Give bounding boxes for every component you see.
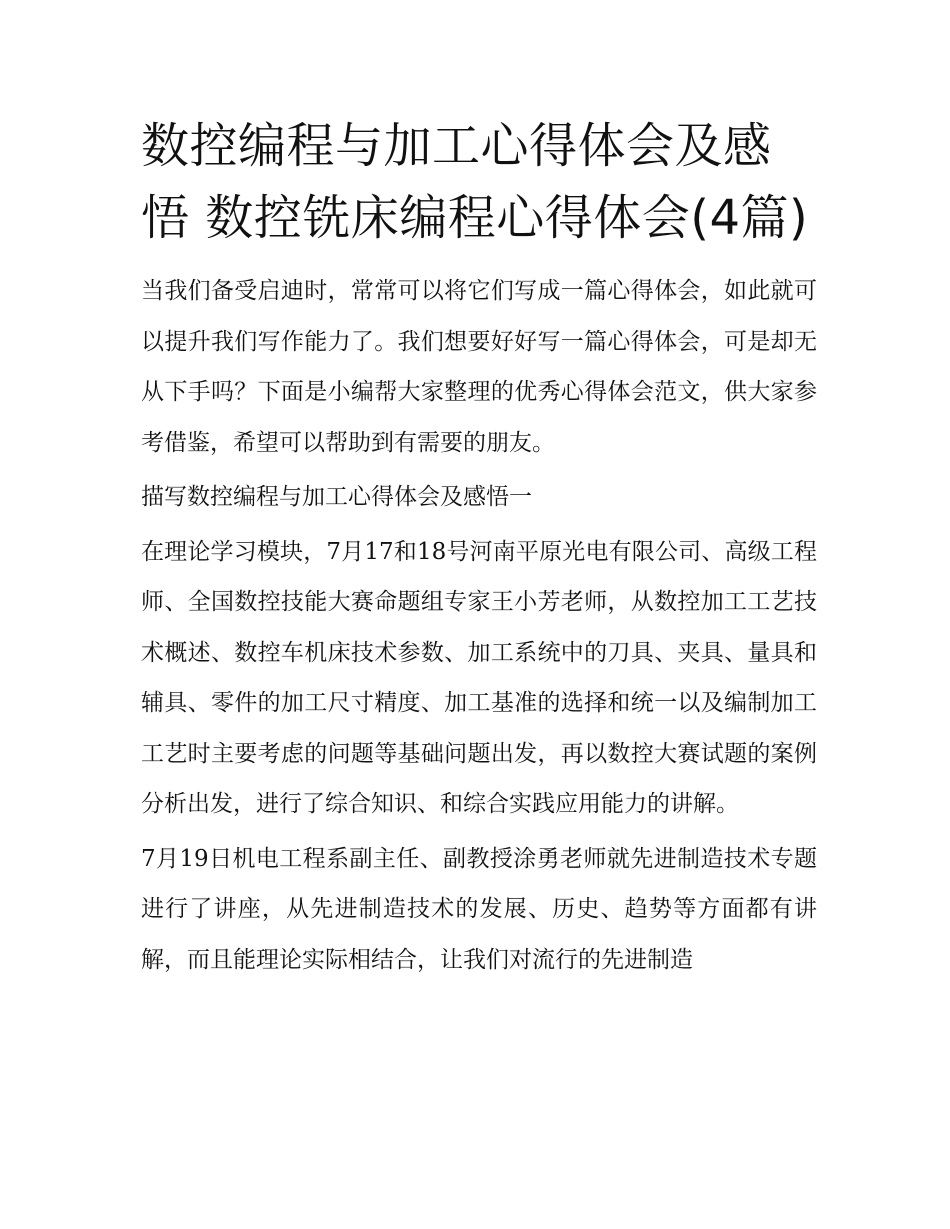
document-page	[141, 110, 817, 985]
intro-paragraph: 当我们备受启迪时，常常可以将它们写成一篇心得体会，如此就可以提升我们写作能力了。我们想要好好写一篇心得体会，可是却无从下手吗？下面是小编帮大家整理的优秀心得体会范文，供大家参考借鉴，希望可以帮助到有需要的朋友。	[141, 278, 817, 456]
body-paragraph-1: 在理论学习模块，7月17和18号河南平原光电有限公司、高级工程师、全国数控技能大赛命题组专家王小芳老师，从数控加工工艺技术概述、数控车机床技术参数、加工系统中的刀具、夹具、量具和辅具、零件的加工尺寸精度、加工基准的选择和统一以及编制加工工艺时主要考虑的问题等基础问题出发，再以数控大赛试题的案例分析出发，进行了综合知识、和综合实践应用能力的讲解。	[141, 538, 817, 817]
body-paragraph-2: 7月19日机电工程系副主任、副教授涂勇老师就先进制造技术专题进行了讲座，从先进制造技术的发展、历史、趋势等方面都有讲解，而且能理论实际相结合，让我们对流行的先进制造	[141, 845, 817, 973]
section-heading: 描写数控编程与加工心得体会及感悟一	[141, 484, 532, 510]
document-title: 数控编程与加工心得体会及感悟 数控铣床编程心得体会(4篇)	[141, 118, 809, 246]
